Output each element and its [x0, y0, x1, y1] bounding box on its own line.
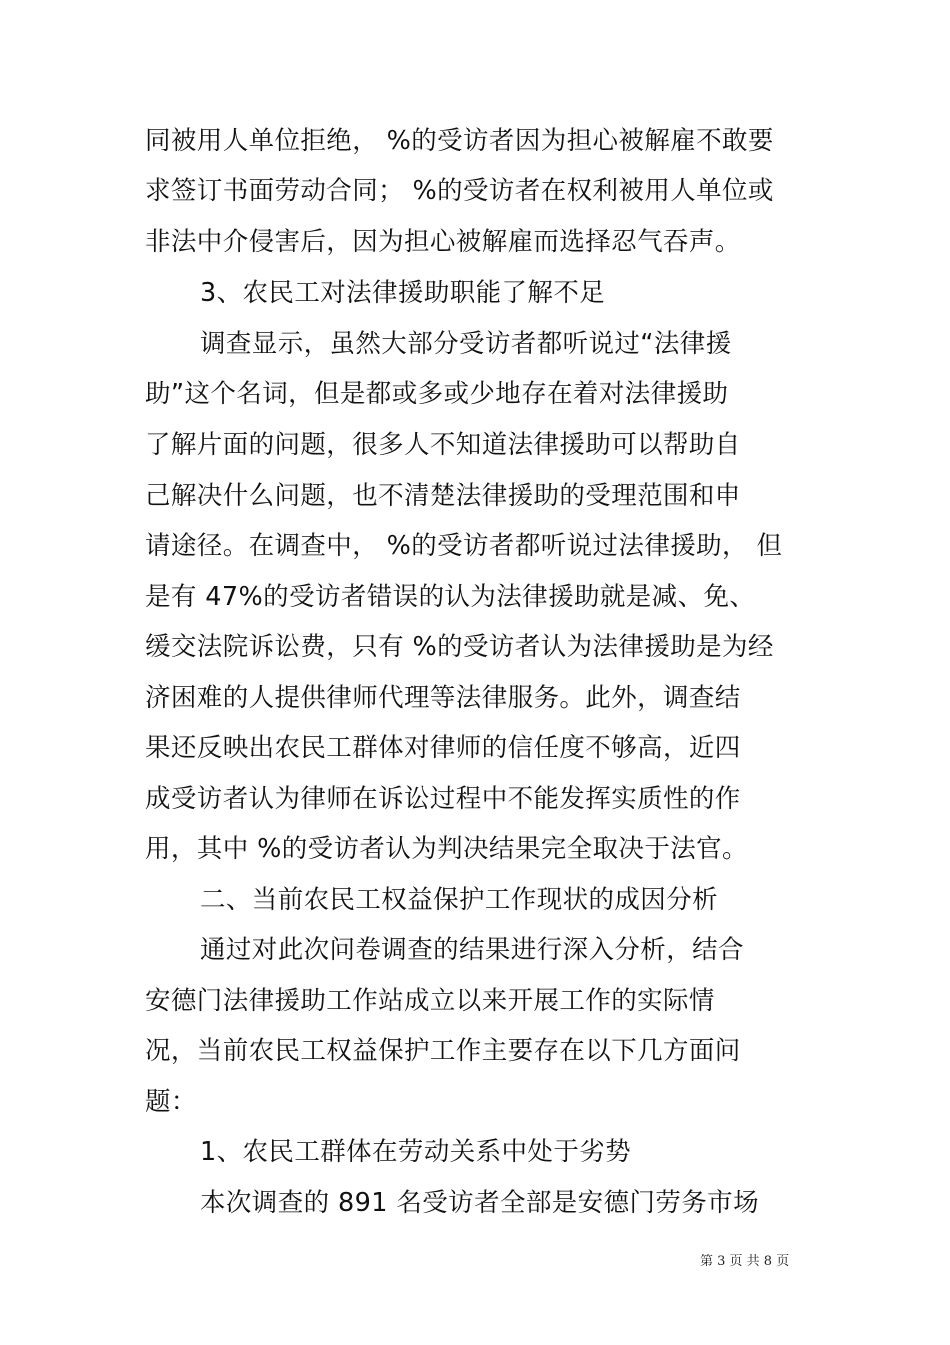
text-line: 己解决什么问题，也不清楚法律援助的受理范围和申 — [145, 481, 741, 511]
section-heading: 二、当前农民工权益保护工作现状的成因分析 — [200, 885, 719, 915]
text-line: 通过对此次问卷调查的结果进行深入分析，结合 — [200, 935, 744, 965]
text-line: 安德门法律援助工作站成立以来开展工作的实际情 — [145, 986, 715, 1016]
text-line: 果还反映出农民工群体对律师的信任度不够高，近四 — [145, 733, 741, 763]
text-line: 同被用人单位拒绝， %的受访者因为担心被解雇不敢要 — [145, 126, 774, 156]
text-line: 题： — [145, 1087, 197, 1117]
text-line: 本次调查的 891 名受访者全部是安德门劳务市场 — [200, 1188, 759, 1218]
page-number: 第 3 页 共 8 页 — [700, 1254, 790, 1269]
text-line: 是有 47%的受访者错误的认为法律援助就是减、免、 — [145, 582, 756, 612]
section-heading: 1、农民工群体在劳动关系中处于劣势 — [200, 1137, 632, 1167]
text-line: 求签订书面劳动合同； %的受访者在权利被用人单位或 — [145, 176, 774, 206]
text-line: 了解片面的问题，很多人不知道法律援助可以帮助自 — [145, 430, 741, 460]
section-heading: 3、农民工对法律援助职能了解不足 — [200, 278, 606, 308]
text-line: 用，其中 %的受访者认为判决结果完全取决于法官。 — [145, 834, 748, 864]
text-line: 缓交法院诉讼费，只有 %的受访者认为法律援助是为经 — [145, 632, 774, 662]
text-line: 济困难的人提供律师代理等法律服务。此外，调查结 — [145, 683, 741, 713]
text-line: 成受访者认为律师在诉讼过程中不能发挥实质性的作 — [145, 784, 741, 814]
text-line: 非法中介侵害后，因为担心被解雇而选择忍气吞声。 — [145, 227, 741, 257]
text-line: 况，当前农民工权益保护工作主要存在以下几方面问 — [145, 1036, 741, 1066]
text-line: 请途径。在调查中， %的受访者都听说过法律援助， 但 — [145, 531, 783, 561]
text-line: 助”这个名词，但是都或多或少地存在着对法律援助 — [145, 379, 729, 409]
text-line: 调查显示，虽然大部分受访者都听说过“法律援 — [200, 329, 732, 359]
